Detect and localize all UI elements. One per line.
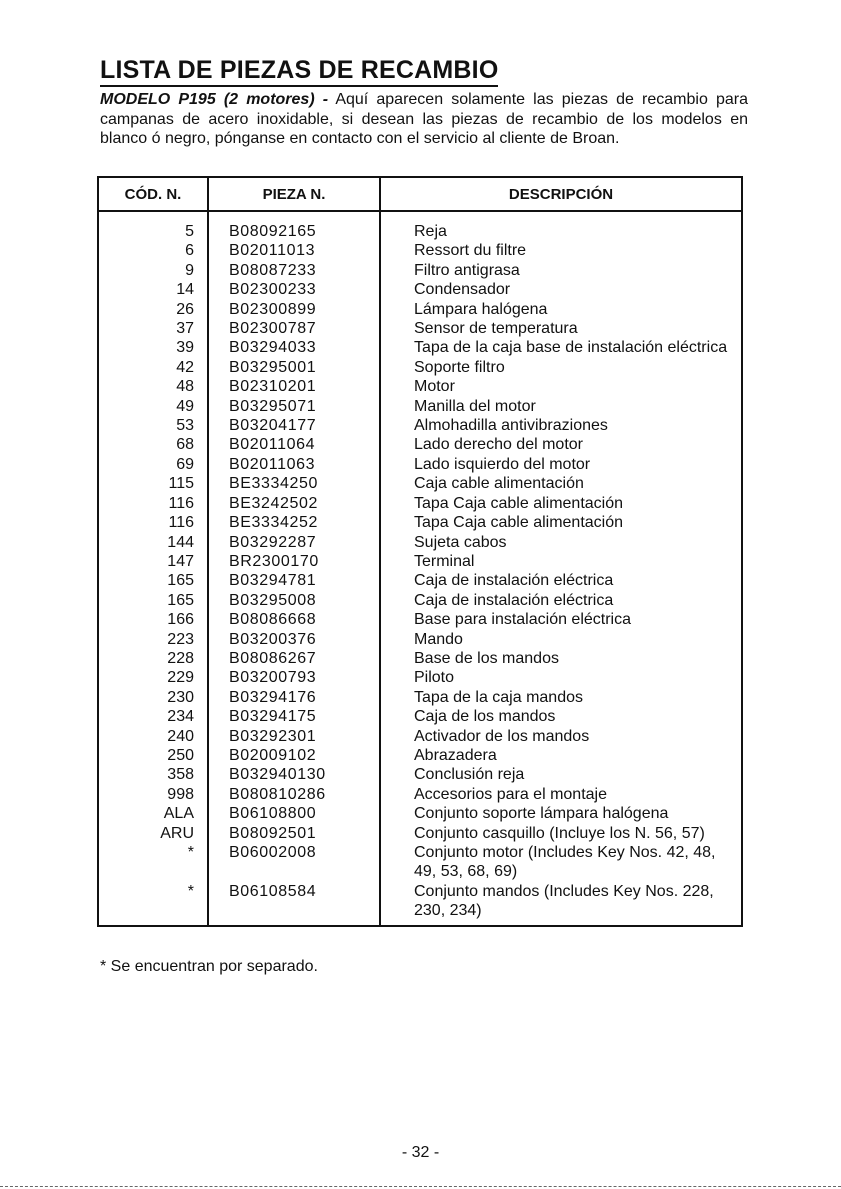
cell-part: B08092501 <box>208 824 380 843</box>
table-row <box>98 571 742 590</box>
table-row <box>98 358 742 377</box>
table-row <box>98 688 742 707</box>
table-row <box>98 765 742 784</box>
cell-code: 250 <box>98 746 208 765</box>
cell-part: B02300899 <box>208 300 380 319</box>
cell-code: 147 <box>98 552 208 571</box>
cell-description: Caja de instalación eléctrica <box>380 591 742 610</box>
cell-part: BE3334252 <box>208 513 380 532</box>
cell-description: Tapa Caja cable alimentación <box>380 513 742 532</box>
parts-table <box>97 176 743 927</box>
cell-description: Soporte filtro <box>380 358 742 377</box>
cell-code: 42 <box>98 358 208 377</box>
table-row <box>98 746 742 765</box>
cell-part: B06002008 <box>208 843 380 882</box>
table-row <box>98 591 742 610</box>
cell-description: Conjunto mandos (Includes Key Nos. 228, 230, 234) <box>380 882 742 926</box>
cell-code: 37 <box>98 319 208 338</box>
cell-part: B06108800 <box>208 804 380 823</box>
parts-table-body <box>98 211 742 926</box>
cell-part: B03292287 <box>208 533 380 552</box>
cell-description: Tapa de la caja mandos <box>380 688 742 707</box>
cell-description: Caja de los mandos <box>380 707 742 726</box>
cell-code: 229 <box>98 668 208 687</box>
cell-part: B032940130 <box>208 765 380 784</box>
cell-code: 9 <box>98 261 208 280</box>
cell-description: Condensador <box>380 280 742 299</box>
cell-description: Tapa Caja cable alimentación <box>380 494 742 513</box>
table-row <box>98 630 742 649</box>
cell-code: 998 <box>98 785 208 804</box>
cell-code: ARU <box>98 824 208 843</box>
intro-paragraph <box>100 90 748 149</box>
cell-part: B03200793 <box>208 668 380 687</box>
cell-part: B02011063 <box>208 455 380 474</box>
table-row <box>98 707 742 726</box>
cell-description: Activador de los mandos <box>380 727 742 746</box>
cell-code: 116 <box>98 494 208 513</box>
cell-code: 53 <box>98 416 208 435</box>
cell-code: 240 <box>98 727 208 746</box>
cell-description: Tapa de la caja base de instalación eléctrica <box>380 338 742 357</box>
cell-code: 14 <box>98 280 208 299</box>
cell-part: B03295071 <box>208 397 380 416</box>
cell-code: 234 <box>98 707 208 726</box>
table-row <box>98 785 742 804</box>
cell-description: Base de los mandos <box>380 649 742 668</box>
cell-part: B03294781 <box>208 571 380 590</box>
cell-description: Reja <box>380 211 742 241</box>
table-row <box>98 397 742 416</box>
cell-code: * <box>98 882 208 926</box>
cell-code: 115 <box>98 474 208 493</box>
cell-part: B03292301 <box>208 727 380 746</box>
table-row <box>98 435 742 454</box>
table-row <box>98 455 742 474</box>
cell-description: Conjunto motor (Includes Key Nos. 42, 48, 49, 53, 68, 69) <box>380 843 742 882</box>
cell-description: Lado derecho del motor <box>380 435 742 454</box>
table-row <box>98 416 742 435</box>
cell-description: Filtro antigrasa <box>380 261 742 280</box>
cell-code: 48 <box>98 377 208 396</box>
header-part: PIEZA N. <box>208 177 380 211</box>
table-row <box>98 300 742 319</box>
cell-description: Conjunto casquillo (Incluye los N. 56, 57) <box>380 824 742 843</box>
cell-code: 166 <box>98 610 208 629</box>
cell-description: Motor <box>380 377 742 396</box>
cell-part: B03204177 <box>208 416 380 435</box>
intro-text: Aquí aparecen solamente las piezas de recambio para campanas de acero inoxidable, si desean las piezas de recambio de los modelos en blanco ó negro, pónganse en contacto con el servicio al cliente de Broan. <box>100 91 748 147</box>
cell-part: B03294176 <box>208 688 380 707</box>
page-title: LISTA DE PIEZAS DE RECAMBIO <box>100 56 498 87</box>
cell-code: 39 <box>98 338 208 357</box>
table-row <box>98 474 742 493</box>
cell-description: Ressort du filtre <box>380 241 742 260</box>
cell-part: B08087233 <box>208 261 380 280</box>
table-row <box>98 668 742 687</box>
cell-part: B03294033 <box>208 338 380 357</box>
cell-part: B03200376 <box>208 630 380 649</box>
footnote: * Se encuentran por separado. <box>100 958 318 975</box>
table-row <box>98 882 742 926</box>
cell-code: 69 <box>98 455 208 474</box>
cell-part: B080810286 <box>208 785 380 804</box>
cell-description: Terminal <box>380 552 742 571</box>
cell-description: Caja cable alimentación <box>380 474 742 493</box>
cell-description: Abrazadera <box>380 746 742 765</box>
table-row <box>98 211 742 241</box>
header-code: CÓD. N. <box>98 177 208 211</box>
cell-description: Manilla del motor <box>380 397 742 416</box>
cell-part: B02009102 <box>208 746 380 765</box>
table-row <box>98 241 742 260</box>
cell-part: B08086668 <box>208 610 380 629</box>
table-row <box>98 377 742 396</box>
table-row <box>98 533 742 552</box>
table-row <box>98 649 742 668</box>
cell-part: B02310201 <box>208 377 380 396</box>
table-row <box>98 338 742 357</box>
cell-part: B02300787 <box>208 319 380 338</box>
cell-code: 5 <box>98 211 208 241</box>
cell-part: B02300233 <box>208 280 380 299</box>
table-row <box>98 610 742 629</box>
cell-code: 230 <box>98 688 208 707</box>
cell-description: Lado isquierdo del motor <box>380 455 742 474</box>
cell-description: Lámpara halógena <box>380 300 742 319</box>
table-row <box>98 727 742 746</box>
cell-description: Conjunto soporte lámpara halógena <box>380 804 742 823</box>
cell-description: Sujeta cabos <box>380 533 742 552</box>
page-edge-divider <box>0 1186 841 1187</box>
header-description: DESCRIPCIÓN <box>380 177 742 211</box>
cell-part: B08092165 <box>208 211 380 241</box>
cell-description: Conclusión reja <box>380 765 742 784</box>
cell-description: Caja de instalación eléctrica <box>380 571 742 590</box>
table-row <box>98 513 742 532</box>
cell-code: 165 <box>98 571 208 590</box>
cell-code: 26 <box>98 300 208 319</box>
cell-code: 68 <box>98 435 208 454</box>
table-row <box>98 804 742 823</box>
table-header-row <box>98 177 742 211</box>
table-row <box>98 824 742 843</box>
page-number: - 32 - <box>401 1144 440 1161</box>
cell-part: B03295001 <box>208 358 380 377</box>
table-row <box>98 494 742 513</box>
cell-part: B02011064 <box>208 435 380 454</box>
table-row <box>98 280 742 299</box>
table-row <box>98 843 742 882</box>
cell-part: B06108584 <box>208 882 380 926</box>
cell-code: 116 <box>98 513 208 532</box>
cell-description: Base para instalación eléctrica <box>380 610 742 629</box>
cell-code: 49 <box>98 397 208 416</box>
cell-code: 223 <box>98 630 208 649</box>
cell-code: 6 <box>98 241 208 260</box>
cell-description: Accesorios para el montaje <box>380 785 742 804</box>
cell-part: B02011013 <box>208 241 380 260</box>
cell-code: 228 <box>98 649 208 668</box>
cell-code: ALA <box>98 804 208 823</box>
cell-part: BE3242502 <box>208 494 380 513</box>
model-label: MODELO P195 (2 motores) - <box>100 91 329 108</box>
cell-part: B08086267 <box>208 649 380 668</box>
cell-part: BE3334250 <box>208 474 380 493</box>
cell-description: Almohadilla antivibraziones <box>380 416 742 435</box>
table-row <box>98 319 742 338</box>
cell-description: Mando <box>380 630 742 649</box>
table-row <box>98 552 742 571</box>
cell-part: B03294175 <box>208 707 380 726</box>
cell-code: * <box>98 843 208 882</box>
cell-description: Sensor de temperatura <box>380 319 742 338</box>
cell-code: 165 <box>98 591 208 610</box>
cell-code: 358 <box>98 765 208 784</box>
cell-part: B03295008 <box>208 591 380 610</box>
cell-code: 144 <box>98 533 208 552</box>
cell-description: Piloto <box>380 668 742 687</box>
table-row <box>98 261 742 280</box>
cell-part: BR2300170 <box>208 552 380 571</box>
